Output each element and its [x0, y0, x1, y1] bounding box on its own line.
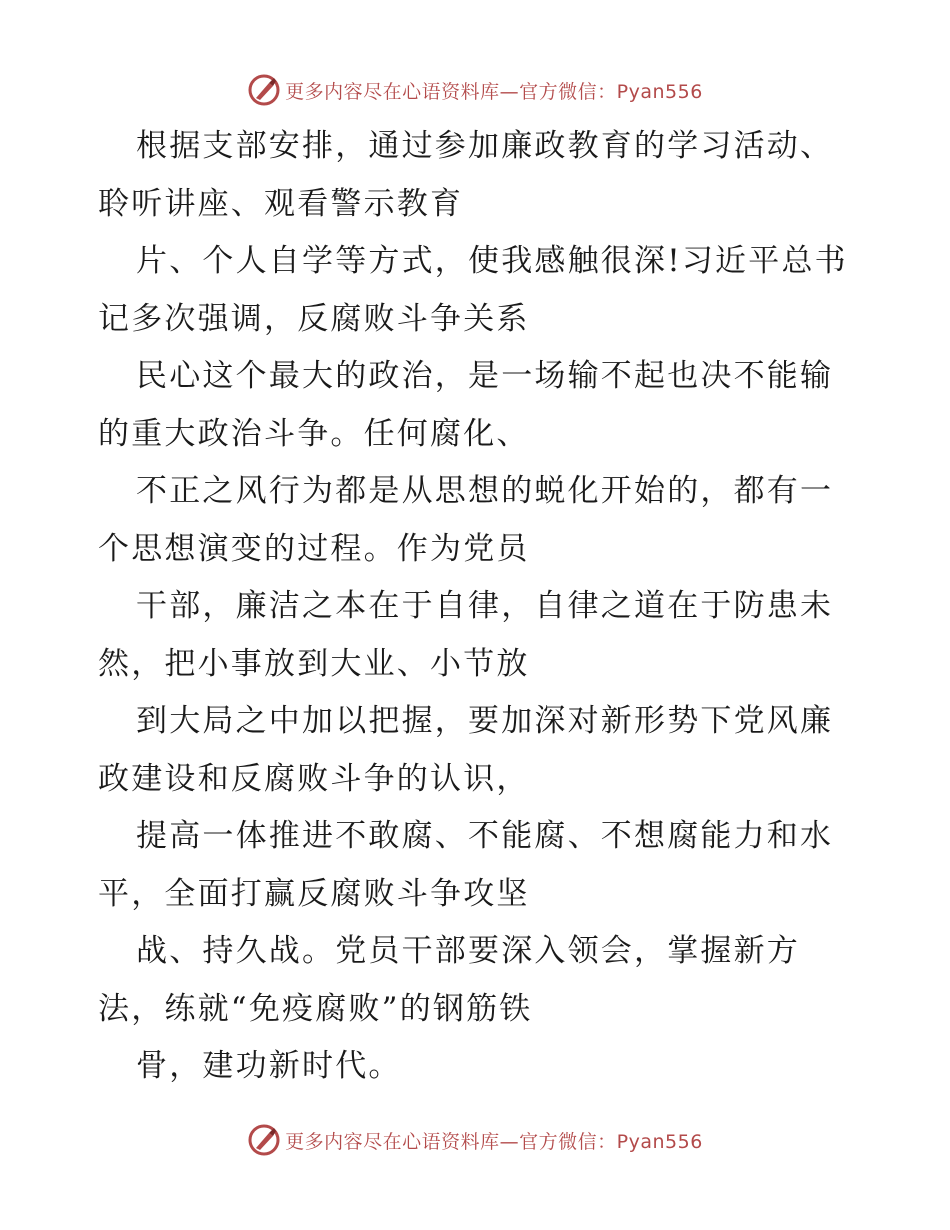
watermark-text: 更多内容尽在心语资料库—官方微信：Pyan556 — [285, 80, 703, 103]
watermark-header — [0, 70, 950, 110]
watermark-footer — [0, 1120, 950, 1160]
paragraph: 提高一体推进不敢腐、不能腐、不想腐能力和水平，全面打赢反腐败斗争攻坚 — [98, 818, 834, 912]
paragraph: 不正之风行为都是从思想的蜕化开始的，都有一个思想演变的过程。作为党员 — [98, 473, 834, 567]
quill-seal-icon — [247, 73, 281, 107]
paragraph: 民心这个最大的政治，是一场输不起也决不能输的重大政治斗争。任何腐化、 — [98, 358, 834, 452]
paragraph: 骨，建功新时代。 — [136, 1048, 402, 1084]
paragraph: 到大局之中加以把握，要加深对新形势下党风廉政建设和反腐败斗争的认识， — [98, 703, 834, 797]
paragraph: 片、个人自学等方式，使我感触很深!习近平总书记多次强调，反腐败斗争关系 — [98, 243, 848, 337]
paragraph: 干部，廉洁之本在于自律，自律之道在于防患未然，把小事放到大业、小节放 — [98, 588, 834, 682]
document-body — [98, 118, 858, 1096]
watermark-text: 更多内容尽在心语资料库—官方微信：Pyan556 — [285, 1130, 703, 1153]
paragraph: 战、持久战。党员干部要深入领会，掌握新方法，练就“免疫腐败”的钢筋铁 — [98, 933, 800, 1027]
quill-seal-icon — [247, 1123, 281, 1157]
paragraph: 根据支部安排，通过参加廉政教育的学习活动、聆听讲座、观看警示教育 — [98, 128, 834, 222]
